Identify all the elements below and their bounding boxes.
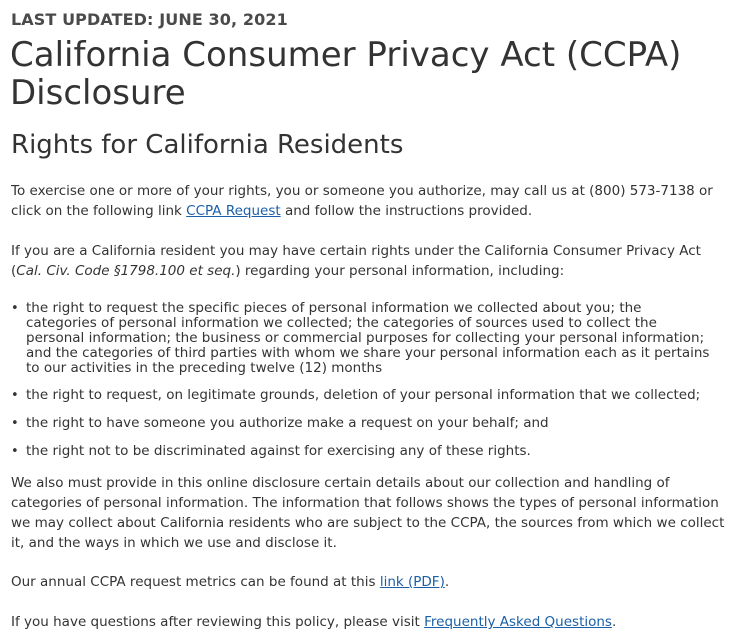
california-rights-paragraph	[11, 241, 736, 281]
rights-list-item-text: the right not to be discriminated against for exercising any of these rights.	[26, 443, 531, 459]
rights-list-item	[11, 444, 711, 459]
ccpa-request-link[interactable]: CCPA Request	[186, 203, 281, 219]
questions-text-end: .	[611, 614, 617, 630]
page-title: California Consumer Privacy Act (CCPA) Disclosure	[10, 35, 682, 113]
bullet-icon: •	[11, 416, 19, 431]
questions-paragraph	[11, 612, 736, 632]
rights-list-item	[11, 416, 711, 431]
civil-code-citation: Cal. Civ. Code §1798.100 et seq.	[16, 263, 236, 279]
bullet-icon: •	[11, 301, 19, 316]
california-rights-text-end: ) regarding your personal information, including:	[235, 263, 565, 279]
request-metrics-text-end: .	[444, 574, 450, 590]
request-metrics-text: Our annual CCPA request metrics can be found at this	[11, 574, 380, 590]
questions-text: If you have questions after reviewing this policy, please visit	[11, 614, 425, 630]
rights-list-item	[11, 388, 711, 403]
rights-list-item-text: the right to have someone you authorize make a request on your behalf; and	[26, 415, 549, 431]
request-metrics-paragraph	[11, 572, 736, 592]
section-title: Rights for California Residents	[11, 130, 404, 160]
collection-details-paragraph: We also must provide in this online disclosure certain details about our collection and handling of categories of personal information. The information that follows shows the types of personal information we may collect about California residents who are subject to the CCPA, the sources from which we collect it, and the ways in which we use and disclose it.	[11, 475, 725, 551]
exercise-rights-text: To exercise one or more of your rights, you or someone you authorize, may call us at (800) 573-7138 or click on the following link	[11, 183, 713, 219]
california-rights-text: If you are a California resident you may have certain rights under the California Consumer Privacy Act (	[11, 243, 701, 279]
exercise-rights-text-end: and follow the instructions provided.	[280, 203, 533, 219]
rights-list-item-text: the right to request the specific pieces of personal information we collected about you; the categories of personal information we collected; the categories of sources used to collect the personal information; the business or commercial purposes for collecting your personal information; and the categories of third parties with whom we share your personal information each as it pertains to our activities in the preceding twelve (12) months	[26, 300, 710, 376]
exercise-rights-paragraph	[11, 181, 736, 221]
faq-link[interactable]: Frequently Asked Questions	[424, 614, 612, 630]
metrics-pdf-link[interactable]: link (PDF)	[379, 574, 445, 590]
bullet-icon: •	[11, 388, 19, 403]
bullet-icon: •	[11, 444, 19, 459]
last-updated-label: LAST UPDATED: JUNE 30, 2021	[11, 10, 288, 29]
rights-list-item	[11, 301, 711, 376]
rights-list-item-text: the right to request, on legitimate grounds, deletion of your personal information that we collected;	[26, 387, 701, 403]
